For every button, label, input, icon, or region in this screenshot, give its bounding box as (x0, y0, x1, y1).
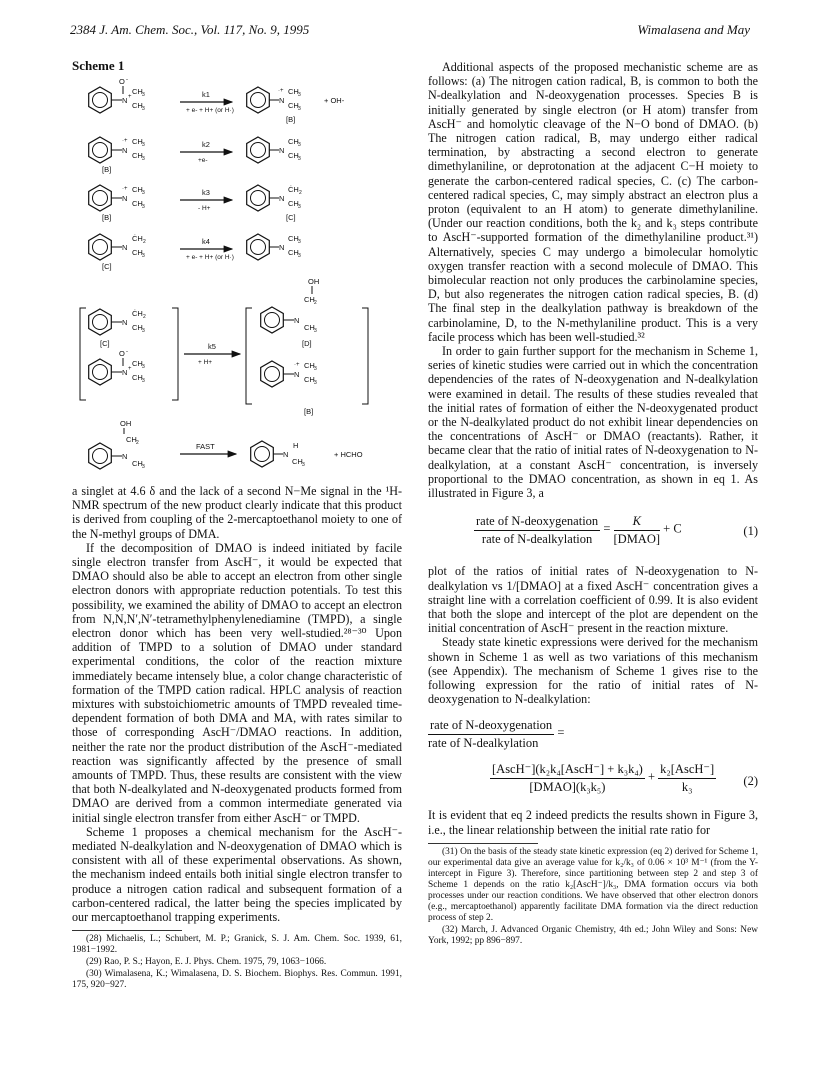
svg-text:CH: CH (132, 185, 143, 194)
species-b-4: [B] (304, 407, 314, 416)
svg-text:3: 3 (142, 328, 145, 334)
svg-text:CH: CH (132, 101, 143, 110)
svg-text:3: 3 (298, 156, 301, 162)
svg-text:2: 2 (143, 314, 146, 320)
svg-text:ĊH: ĊH (288, 185, 299, 194)
svg-text:CH: CH (288, 87, 299, 96)
svg-text:+: + (128, 94, 132, 100)
species-c-1: [C] (286, 213, 296, 222)
svg-text:CH: CH (132, 359, 143, 368)
svg-text:CH: CH (132, 87, 143, 96)
right-paragraph-4: Steady state kinetic expressions were derived for the mechanism shown in Scheme 1 as well as two variations of this mechanism (see Appendix). The mechanism of Scheme 1 gives rise to the following expression for the ratio of initial rates of N-deoxygenation to N-dealkylation: (428, 635, 758, 707)
svg-text:·+: ·+ (294, 362, 300, 368)
scheme-drawing (72, 72, 402, 472)
svg-text:N: N (122, 452, 128, 461)
svg-text:CH: CH (132, 459, 143, 468)
species-b-2: [B] (102, 165, 112, 174)
svg-text:OH: OH (308, 277, 320, 286)
right-column (428, 60, 758, 948)
eq2-numerator: rate of N-deoxygenation (428, 718, 554, 734)
left-paragraph-1: a singlet at 4.6 δ and the lack of a second N−Me signal in the ¹H-NMR spectrum of the new product clearly indicate that this product is derived from coupling of the 2-mercaptoethanol moiety to one of the N-methyl groups of DMA. (72, 484, 402, 541)
svg-text:2: 2 (136, 440, 139, 446)
right-paragraph-5: It is evident that eq 2 indeed predicts the results shown in Figure 3, i.e., the linear relationship between the initial rate ratio for (428, 808, 758, 837)
svg-text:OH: OH (120, 419, 132, 428)
svg-text:3: 3 (142, 204, 145, 210)
svg-text:CH: CH (288, 199, 299, 208)
right-paragraph-1: Additional aspects of the proposed mechanistic scheme are as follows: (a) The nitrogen cation radical, B, is common to both the N-dealkylation and N-deoxygenation processes. Species B is initially generated by single electron (or H atom) transfer from AscH⁻ and homolytic cleavage of the N−O bond of DMAO. (b) The nitrogen cation radical, B, may undergo either radical termination, by abstracting a second electron to generate dimethylaniline, or deprotonation at the adjacent C−H moiety to generate the carbon-centered radical species, C. (c) The carbon-centered radical species, C, may simply abstract an electron plus a proton (equivalent to an H atom) to generate dimethylaniline. (Under our reaction conditions, both the k₂ and k₃ steps contribute to AscH⁻-supported formation of the dimethylaniline product.³¹) Alternatively, species C may undergo a bimolecular homolytic oxygen transfer reaction with a second molecule of DMAO. This bimolecular reaction not only produces the carbinolamine species, D, but also regenerates the nitrogen cation radical species, B. (d) The final step in the dealkylation pathway is breakdown of the carbinolamine, D, to the N-methylaniline product. This is a very facile process which has been well-studied.³² (428, 60, 758, 344)
svg-text:H: H (293, 441, 299, 450)
svg-text:3: 3 (298, 142, 301, 148)
species-b-1: [B] (286, 115, 296, 124)
svg-text:CH: CH (304, 375, 315, 384)
rate-k3: k3 (202, 188, 210, 197)
svg-text:CH: CH (132, 248, 143, 257)
svg-text:CH: CH (132, 323, 143, 332)
eq2-equals: = (557, 725, 565, 740)
svg-text:3: 3 (298, 204, 301, 210)
eq2-b-denominator: k₃ (681, 779, 693, 794)
svg-text:CH: CH (132, 151, 143, 160)
svg-text:N: N (122, 146, 128, 155)
svg-text:CH: CH (126, 435, 137, 444)
svg-text:CH: CH (288, 151, 299, 160)
svg-text:+: + (128, 366, 132, 372)
svg-text:O: O (119, 349, 125, 358)
species-d: [D] (302, 339, 312, 348)
svg-text:3: 3 (298, 253, 301, 259)
eq2-b-numerator: k₂[AscH⁻] (658, 762, 716, 778)
footnote-rule-right (428, 843, 538, 844)
eq1-rhs-denominator: [DMAO] (613, 531, 661, 546)
svg-text:CH: CH (288, 101, 299, 110)
svg-text:3: 3 (298, 106, 301, 112)
eq1-number: (1) (743, 524, 758, 539)
svg-text:ĊH: ĊH (132, 234, 143, 243)
svg-text:3: 3 (314, 380, 317, 386)
svg-text:3: 3 (142, 92, 145, 98)
eq1-rhs-numerator: K (614, 514, 661, 530)
svg-text:3: 3 (298, 239, 301, 245)
svg-text:CH: CH (132, 373, 143, 382)
svg-text:3: 3 (142, 142, 145, 148)
species-c-2: [C] (102, 262, 112, 271)
svg-text:2: 2 (299, 190, 302, 196)
rate-fast: FAST (196, 442, 215, 451)
svg-text:N: N (122, 243, 128, 252)
svg-text:N: N (122, 318, 128, 327)
footnote-29: (29) Rao, P. S.; Hayon, E. J. Phys. Chem. 1975, 79, 1063−1066. (86, 957, 327, 968)
equation-2: $\frac{\text{rate of N-deoxygenation}}{\text{rate of N-dealkylation}}$ = $\frac{\text{[AscH⁻](k₂k₄[AscH⁻] + k₃k₄)}}{\text{[DMAO](k₃k₅)}}$ + $\frac{\text{k₂[AscH⁻]}}{\text{k₃}}$ (2) (428, 718, 758, 794)
rate-k2: k2 (202, 140, 210, 149)
svg-text:CH: CH (304, 295, 315, 304)
svg-text:N: N (279, 194, 285, 203)
svg-text:N: N (279, 146, 285, 155)
rate-k1: k1 (202, 90, 210, 99)
eq2-denominator: rate of N-dealkylation (428, 735, 539, 750)
arrow-sub-1: + e- + H+ (or H·) (186, 107, 234, 114)
svg-text:N: N (294, 316, 300, 325)
svg-text:-: - (126, 77, 128, 83)
svg-text:·+: ·+ (122, 186, 128, 192)
footnote-31: (31) On the basis of the steady state kinetic expression (eq 2) derived for Scheme 1, our experimental data give an average value for k₂/k₃ of 0.06 × 10³ M⁻¹ (from the Y-intercept in Figure 3). Therefore, since partitioning between step 2 and step 3 of Scheme 1 depends on the ratio k₂[AscH⁻]/k₃, DMA formation occurs via both processes under our reaction conditions. We have observed that other electron donors (e.g., mercaptoethanol) apparently facilitate DMA formation via the direct reduction process of step 2. (428, 846, 758, 923)
svg-text:3: 3 (314, 328, 317, 334)
svg-text:CH: CH (288, 137, 299, 146)
svg-text:3: 3 (142, 156, 145, 162)
svg-text:-: - (126, 349, 128, 355)
byproduct-hcho: + HCHO (334, 450, 363, 459)
left-column (72, 484, 402, 992)
equation-1: $\frac{\text{rate of N-deoxygenation}}{\text{rate of N-dealkylation}}$ = $\frac{K}{\text{[DMAO]}}$ + C (1) (476, 514, 758, 546)
svg-text:ĊH: ĊH (132, 309, 143, 318)
svg-text:CH: CH (292, 457, 303, 466)
scheme-title: Scheme 1 (72, 58, 125, 73)
svg-text:2: 2 (143, 239, 146, 245)
right-paragraph-3: plot of the ratios of initial rates of N-deoxygenation to N-dealkylation vs 1/[DMAO] at a fixed AscH⁻ concentration gives a straight line with a correlation coefficient of 0.99. It is also evident that both the slope and intercept of the plot are dependent on the initial concentration of AscH⁻ present in the reaction mixture. (428, 564, 758, 636)
footnote-rule (72, 930, 182, 931)
svg-text:3: 3 (142, 253, 145, 259)
eq1-rhs-tail: + C (663, 521, 682, 536)
svg-text:N: N (283, 450, 289, 459)
byproduct-oh: + OH- (324, 96, 345, 105)
svg-text:3: 3 (142, 378, 145, 384)
rate-k5: k5 (208, 342, 216, 351)
footnote-32: (32) March, J. Advanced Organic Chemistry, 4th ed.; John Wiley and Sons: New York, 1992; pp 896−897. (428, 924, 758, 946)
arrow-sub-4: + e- + H+ (or H·) (186, 254, 234, 261)
svg-text:3: 3 (302, 462, 305, 468)
footnote-30: (30) Wimalasena, K.; Wimalasena, D. S. Biochem. Biophys. Res. Commun. 1991, 175, 920−927. (72, 969, 402, 991)
left-paragraph-3: Scheme 1 proposes a chemical mechanism for the AscH⁻-mediated N-dealkylation and N-deoxygenation of DMAO which is consistent with all of these experimental observations. As shown, the mechanism indeed entails both initial single electron transfer to produce a nitrogen cation radical and subsequent formation of a carbon-centered radical, the latter being the species implicated by our mercaptoethanol trapping experiments. (72, 824, 402, 925)
svg-text:CH: CH (304, 361, 315, 370)
eq2-a-denominator: [DMAO](k₃k₅) (529, 779, 606, 794)
arrow-sub-3: - H+ (198, 205, 211, 212)
species-b-3: [B] (102, 213, 112, 222)
svg-text:CH: CH (288, 234, 299, 243)
arrow-sub-5: + H+ (198, 359, 213, 366)
svg-text:N: N (279, 243, 285, 252)
svg-text:3: 3 (314, 366, 317, 372)
svg-text:·+: ·+ (122, 138, 128, 144)
svg-text:3: 3 (142, 106, 145, 112)
rate-k4: k4 (202, 237, 210, 246)
journal-citation: 2384 J. Am. Chem. Soc., Vol. 117, No. 9, 1995 (70, 22, 310, 37)
svg-text:CH: CH (132, 199, 143, 208)
species-c-3: [C] (100, 339, 110, 348)
footnote-28: (28) Michaelis, L.; Schubert, M. P.; Granick, S. J. Am. Chem. Soc. 1939, 61, 1981−1992. (72, 934, 402, 956)
svg-text:CH: CH (288, 248, 299, 257)
svg-text:N: N (122, 96, 128, 105)
svg-text:2: 2 (314, 300, 317, 306)
svg-text:CH: CH (304, 323, 315, 332)
svg-text:O: O (119, 77, 125, 86)
eq1-denominator: rate of N-dealkylation (481, 531, 593, 546)
svg-text:N: N (122, 194, 128, 203)
left-paragraph-2: If the decomposition of DMAO is indeed initiated by facile single electron transfer from AscH⁻, it would be expected that DMAO should also be able to accept an electron from other single electron donors with appropriate reduction potentials. To test this possibility, we examined the ability of DMAO to accept an electron from N,N,N′,N′-tetramethylphenylenediamine (TMPD), a single electron donor which has been very well-studied.²⁸⁻³⁰ Upon addition of TMPD to a solution of DMAO under standard experimental conditions, the color of the reaction mixture immediately became intensely blue, a color change characteristic of formation of the TMPD cation radical. HPLC analysis of reaction mixtures with substoichiometric amounts of TMPD revealed time-dependent formation of both DMA and MA, with rates similar to those of corresponding AscH⁻/DMAO reactions. In addition, neither the rate nor the product distribution of the AscH⁻-mediated reaction was significantly affected by the presence of small amounts of TMPD. Thus, these results are consistent with the view that both N-dealkylated and N-deoxygenated products formed from DMAO are derived from a common intermediate generated via initial single electron transfer from either AscH⁻ or TMPD. (72, 540, 402, 825)
authors: Wimalasena and May (637, 22, 750, 37)
reaction-scheme (72, 72, 402, 472)
svg-text:N: N (294, 370, 300, 379)
eq2-number: (2) (743, 774, 758, 789)
svg-text:N: N (122, 368, 128, 377)
arrow-sub-2: +e- (198, 157, 208, 164)
svg-text:3: 3 (142, 464, 145, 470)
eq1-numerator: rate of N-deoxygenation (474, 514, 600, 530)
svg-text:3: 3 (298, 92, 301, 98)
right-paragraph-2: In order to gain further support for the mechanism in Scheme 1, series of kinetic studies were carried out in which the concentration dependencies of the rates of N-deoxygenation and N-dealkylation were examined in detail. The results of these studies revealed that the initial rates of formation of either the N-deoxygenated product or the N-dealkylated product do not exhibit linear dependencies on the concentrations of AscH⁻ or DMAO (reactants). Rather, it became clear that the ratio of initial rates of N-deoxygenation to N-dealkylation, at a constant AscH⁻ concentration, is inversely proportional to the DMAO concentration, as shown in eq 1. As illustrated in Figure 3, a (428, 344, 758, 501)
svg-text:N: N (279, 96, 285, 105)
svg-text:·+: ·+ (278, 88, 284, 94)
svg-text:3: 3 (142, 364, 145, 370)
svg-text:3: 3 (142, 190, 145, 196)
svg-text:CH: CH (132, 137, 143, 146)
eq2-a-numerator: [AscH⁻](k₂k₄[AscH⁻] + k₃k₄) (490, 762, 645, 778)
